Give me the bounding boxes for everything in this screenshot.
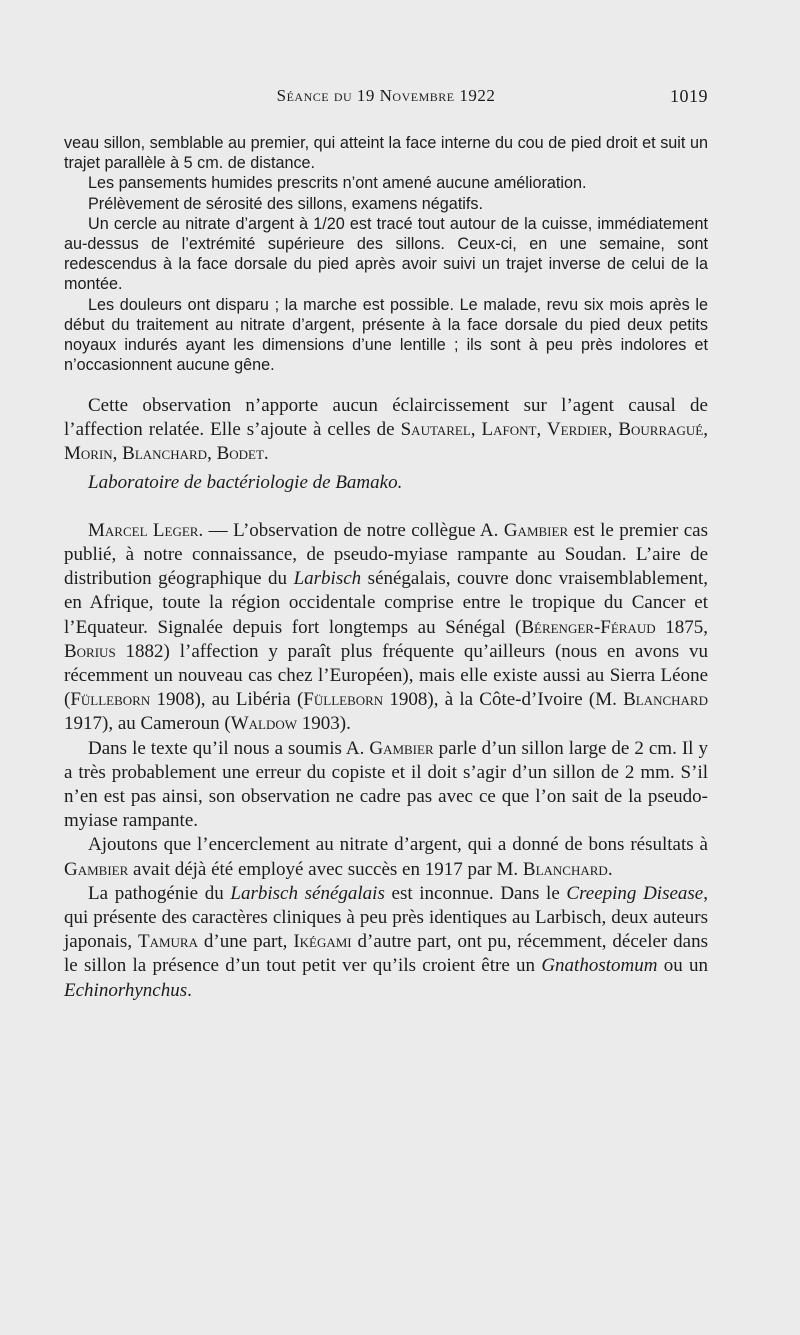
paragraph-douleurs: Les douleurs ont disparu ; la marche est possible. Le malade, revu six mois après le début du traitement au nitrate d’argent, présente à la face dorsale du pied deux petits noyaux indurés ayant les dimensions d’une lentille ; ils sont à peu près indolores et n’occasionnent aucune gêne. bbox=[64, 295, 708, 375]
author-names: Sautarel, Lafont, Verdier, Bourragué, Morin, Blanchard, Bodet bbox=[64, 419, 708, 465]
paragraph-observation: Cette observation n’apporte aucun éclaircissement sur l’agent causal de l’affection relatée. Elle s’ajoute à celles de Sautarel, Lafont, Verdier, Bourragué, Morin, Blanchard, Bodet. bbox=[64, 395, 708, 465]
author-marcel-leger: Marcel Leger bbox=[88, 519, 199, 541]
section-gap bbox=[64, 495, 708, 519]
main-text bbox=[64, 394, 708, 1003]
paragraph-texte: Dans le texte qu’il nous a soumis A. Gambier parle d’un sillon large de 2 cm. Il y a très probablement une erreur du copiste et il doit s’agir d’un sillon de 2 mm. S’il n’en est pas ainsi, son observation ne cadre pas avec ce que l’on sait de la pseudo-myiase rampante. bbox=[64, 737, 708, 832]
laboratory-signature: Laboratoire de bactériologie de Bamako. bbox=[88, 471, 403, 493]
running-head: Séance du 19 Novembre 1922 bbox=[276, 86, 496, 105]
page-number: 1019 bbox=[670, 86, 708, 106]
paragraph-cercle: Un cercle au nitrate d’argent à 1/20 est tracé tout autour de la cuisse, immédiatement au-dessus de l’extrémité supérieure des sillons. Ceux-ci, en une semaine, sont redescendus à la face dorsale du pied après avoir suivi un trajet inverse de celui de la montée. bbox=[64, 214, 708, 294]
paragraph-pathogenie: La pathogénie du Larbisch sénégalais est inconnue. Dans le Creeping Disease, qui présente des caractères cliniques à peu près identiques au Larbisch, deux auteurs japonais, Tamura d’une part, Ikégami d’autre part, ont pu, récemment, déceler dans le sillon la présence d’un tout petit ver qu’ils croient être un Gnathostomum ou un Echinorhynchus. bbox=[64, 882, 709, 1001]
paragraph-leger: Marcel Leger. — L’observation de notre collègue A. Gambier est le premier cas publié, à notre connaissance, de pseudo-myiase rampante au Soudan. L’aire de distribution géographique du Larbisch sénégalais, couvre donc vraisemblablement, en Afrique, toute la région occidentale comprise entre le tropique du Cancer et l’Equateur. Signalée depuis fort longtemps au Sénégal (Bérenger-Féraud 1875, Borius 1882) l’affection y paraît plus fréquente qu’ailleurs (nous en avons vu récemment un nouveau cas chez l’Européen), mais elle existe aussi au Sierra Léone (Fülleborn 1908), au Libéria (Fülleborn 1908), à la Côte-d’Ivoire (M. Blanchard 1917), au Cameroun (Waldow 1903). bbox=[64, 519, 709, 735]
case-report-text bbox=[64, 133, 708, 375]
paragraph-continuation: veau sillon, semblable au premier, qui atteint la face interne du cou de pied droit et suit un trajet parallèle à 5 cm. de distance. bbox=[64, 134, 708, 173]
paragraph-prelevement: Prélèvement de sérosité des sillons, examens négatifs. bbox=[88, 194, 483, 213]
paragraph-ajoutons: Ajoutons que l’encerclement au nitrate d’argent, qui a donné de bons résultats à Gambier avait déjà été employé avec succès en 1917 par M. Blanchard. bbox=[64, 834, 708, 880]
paragraph-pansements: Les pansements humides prescrits n’ont amené aucune amélioration. bbox=[88, 174, 587, 193]
page-header bbox=[64, 86, 708, 114]
